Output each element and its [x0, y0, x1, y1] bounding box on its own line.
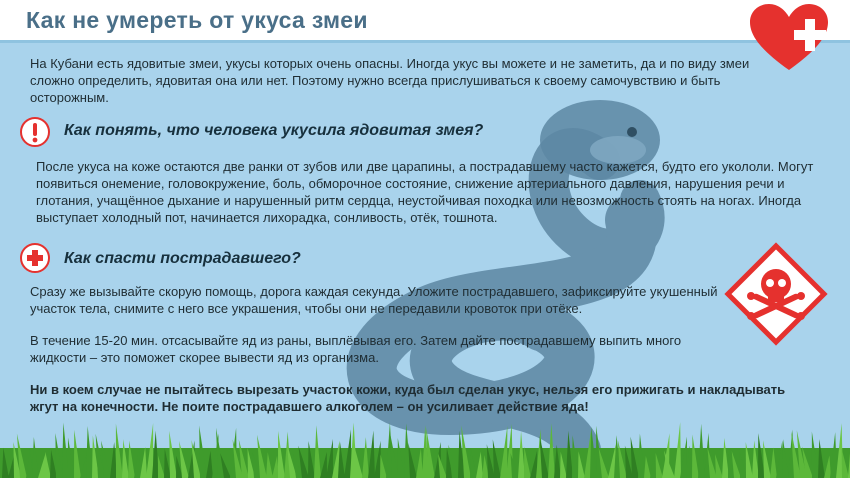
medical-cross-icon — [20, 243, 50, 273]
exclamation-icon — [20, 117, 50, 147]
header-divider — [0, 40, 850, 43]
skull-crossbones-icon — [720, 238, 832, 350]
section2-heading: Как спасти пострадавшего? — [64, 250, 301, 267]
section2-text2: В течение 15-20 мин. отсасывайте яд из раны, выплёвывая его. Затем дайте пострадавшему выпить много жидкости – это поможет скорее вывести яд из организма. — [30, 333, 682, 365]
page-title: Как не умереть от укуса змеи — [26, 7, 368, 33]
intro-text: На Кубани есть ядовитые змеи, укусы которых очень опасны. Иногда укус вы можете и не заметить, да и по виду змеи сложно определить, ядовитая она или нет. Поэтому нужно всегда прислушиваться к своему самочувствию и быть осторожным. — [30, 56, 750, 105]
section1-text: После укуса на коже остаются две ранки от зубов или две царапины, а пострадавшему часто кажется, будто его укололи. Могут появиться онемение, головокружение, боль, обморочное состояние, снижение артериального давления, нарушения речи и глотания, учащённое дыхание и нарушенный ритм сердца, неустойчивая походка или невозможность стоять на ногах. Иногда выступает холодный пот, начинается лихорадка, сонливость, отёк, тошнота. — [36, 159, 814, 225]
warning-text: Ни в коем случае не пытайтесь вырезать участок кожи, куда был сделан укус, нельзя его прижигать и накладывать жгут на конечности. Не поите пострадавшего алкоголем – он усиливает действие яда! — [30, 382, 786, 414]
section1-heading: Как понять, что человека укусила ядовитая змея? — [64, 122, 484, 139]
grass-decoration — [0, 418, 850, 478]
section2-text1: Сразу же вызывайте скорую помощь, дорога каждая секунда. Уложите пострадавшего, зафиксируйте укушенный участок тела, снимите с него все украшения, чтобы они не передавили кровоток при отёке. — [30, 284, 718, 316]
